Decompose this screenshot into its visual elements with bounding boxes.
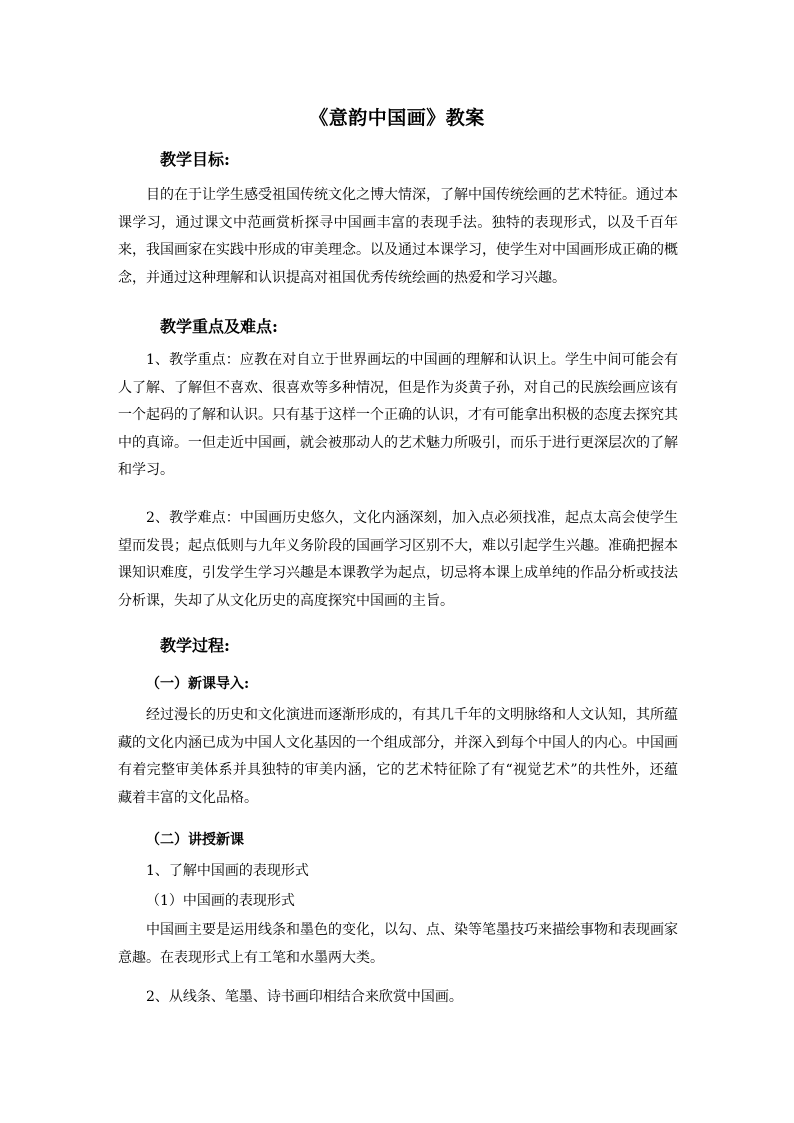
document-title: 《意韵中国画》教案 [309, 107, 485, 129]
goals-paragraph: 目的在于让学生感受祖国传统文化之博大情深，了解中国传统绘画的艺术特征。通过本课学习，通过课文中范画赏析探寻中国画丰富的表现手法。独特的表现形式，以及千百年来，我国画家在实践中形成的审美理念。以及通过本课学习，使学生对中国画形成正确的概念，并通过这种理解和认识提高对祖国优秀传统绘画的热爱和学习兴趣。 [118, 187, 678, 286]
intro-heading: （一）新课导入: [146, 676, 250, 692]
key-points-heading: 教学重点及难点: [160, 317, 278, 336]
goals-heading: 教学目标: [160, 150, 230, 169]
intro-paragraph: 经过漫长的历史和文化演进而逐渐形成的，有其几千年的文明脉络和人文认知，其所蕴藏的文化内涵已成为中国人文化基因的一个组成部分，并深入到每个中国人的内心。中国画有着完整审美体系并具独特的审美内涵，它的艺术特征除了有“视觉艺术”的共性外，还蕴藏着丰富的文化品格。 [118, 707, 678, 806]
new-lesson-heading: （二）讲授新课 [146, 832, 244, 848]
process-heading: 教学过程: [160, 636, 230, 655]
key-point-1-paragraph: 1、教学重点：应教在对自立于世界画坛的中国画的理解和认识上。学生中间可能会有人了解、了解但不喜欢、很喜欢等多种情况，但是作为炎黄子孙，对自己的民族绘画应该有一个起码的了解和认识。只有基于这样一个正确的认识，才有可能拿出积极的态度去探究其中的真谛。一但走近中国画，就会被那动人的艺术魅力所吸引，而乐于进行更深层次的了解和学习。 [118, 352, 678, 479]
item-1: 1、了解中国画的表现形式 [146, 863, 309, 879]
item-1-1-paragraph: 中国画主要是运用线条和墨色的变化，以勾、点、染等笔墨技巧来描绘事物和表现画家意趣。在表现形式上有工笔和水墨两大类。 [118, 922, 678, 966]
item-1-1: （1）中国画的表现形式 [146, 893, 295, 909]
key-point-2-paragraph: 2、教学难点：中国画历史悠久，文化内涵深刻，加入点必须找准，起点太高会使学生望而发畏；起点低则与九年义务阶段的国画学习区别不大，难以引起学生兴趣。准确把握本课知识难度，引发学生学习兴趣是本课教学为起点，切忌将本课上成单纯的作品分析或技法分析课，失却了从文化历史的高度探究中国画的主旨。 [118, 510, 678, 609]
item-2: 2、从线条、笔墨、诗书画印相结合来欣赏中国画。 [146, 989, 463, 1005]
